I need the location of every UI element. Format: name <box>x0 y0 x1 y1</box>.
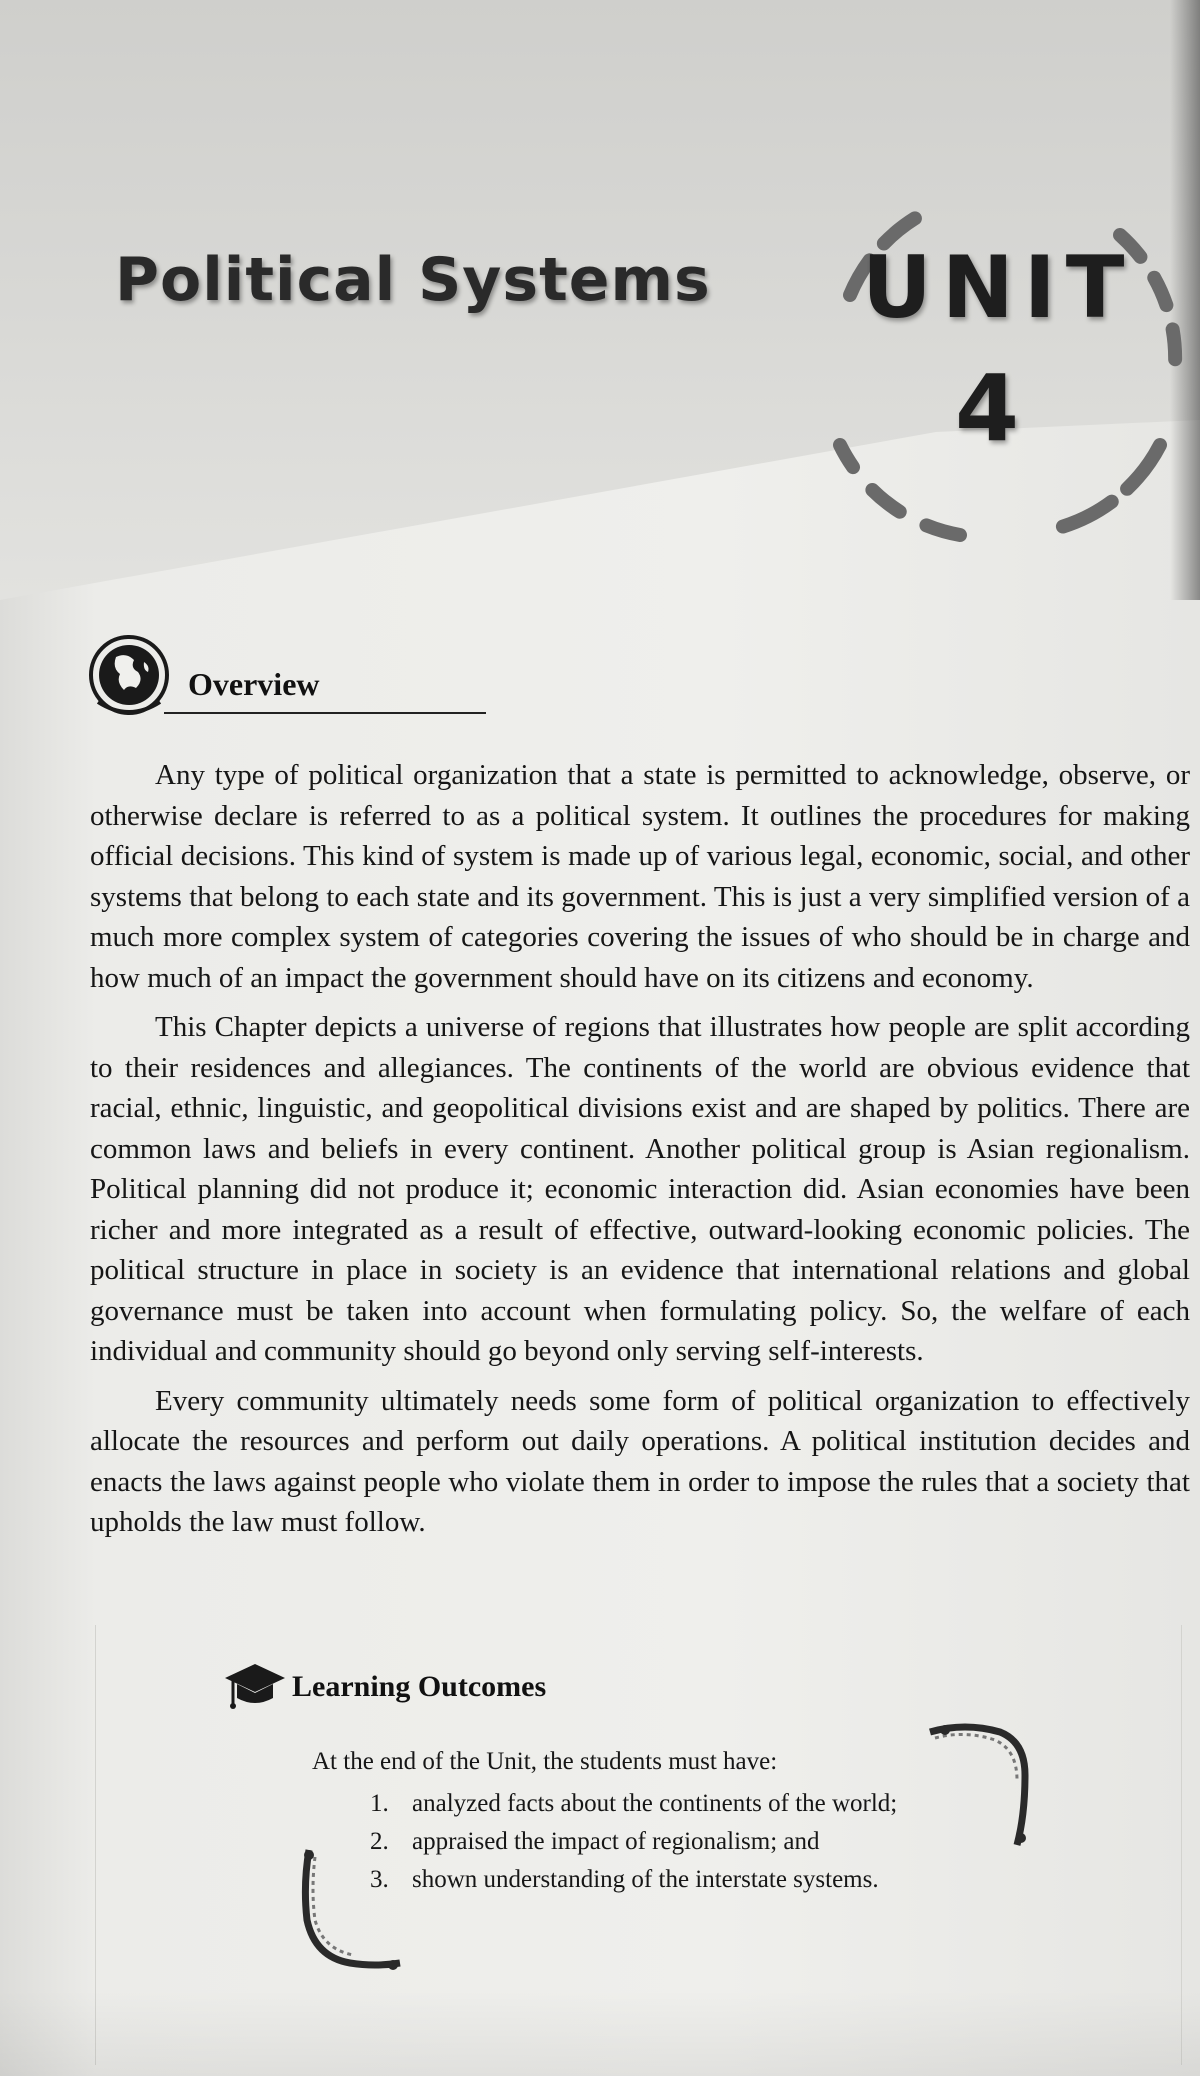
overview-paragraph: Every community ultimately needs some form of political organization to effectively allocate the resources and perform out daily operations. A political institution decides and enacts the laws against people who violate them in order to impose the rules that a society that upholds the law must follow. <box>90 1384 1190 1538</box>
page-title: Political Systems <box>115 245 711 315</box>
list-number: 1. <box>370 1790 389 1817</box>
list-item <box>370 1785 897 1823</box>
learning-outcomes-intro: At the end of the Unit, the students must have: <box>312 1748 778 1775</box>
learning-outcomes-heading: Learning Outcomes <box>292 1670 547 1703</box>
list-item <box>370 1823 897 1861</box>
list-number: 2. <box>370 1828 389 1855</box>
corner-ornament-top-right <box>925 1720 1035 1850</box>
globe-icon <box>86 632 172 718</box>
learning-outcomes-list <box>370 1785 897 1899</box>
overview-underline <box>164 712 486 714</box>
list-text: appraised the impact of regionalism; and <box>412 1828 820 1855</box>
corner-ornament-bottom-left <box>295 1845 405 1975</box>
overview-heading: Overview <box>188 666 320 702</box>
graduation-cap-icon <box>223 1660 287 1716</box>
overview-body <box>90 755 1190 1552</box>
overview-section-header <box>86 628 406 718</box>
list-number: 3. <box>370 1866 389 1893</box>
unit-number: 4 <box>955 355 1020 462</box>
list-item <box>370 1861 897 1899</box>
overview-paragraph: This Chapter depicts a universe of regions that illustrates how people are split according to their residences and allegiances. The continents of the world are obvious evidence that racial, ethnic, linguistic, and geopolitical divisions exist and are shaped by politics. There are common laws and beliefs in every continent. Another political group is Asian regionalism. Political planning did not produce it; economic interaction did. Asian economies have been richer and more integrated as a result of effective, outward-looking economic policies. The political structure in place in society is an evidence that international relations and global governance must be taken into account when formulating policy. So, the welfare of each individual and community should go beyond only serving self-interests. <box>90 1011 1190 1367</box>
page-bottom-shadow <box>0 1990 1200 2076</box>
list-text: analyzed facts about the continents of the world; <box>412 1790 898 1817</box>
unit-label: UNIT <box>862 238 1135 338</box>
list-text: shown understanding of the interstate systems. <box>412 1866 879 1893</box>
overview-paragraph: Any type of political organization that a state is permitted to acknowledge, observe, or otherwise declare is referred to as a political system. It outlines the procedures for making official decisions. This kind of system is made up of various legal, economic, social, and other systems that belong to each state and its government. This is just a very simplified version of a much more complex system of categories covering the issues of who should be in charge and how much of an impact the government should have on its citizens and economy. <box>90 759 1190 994</box>
